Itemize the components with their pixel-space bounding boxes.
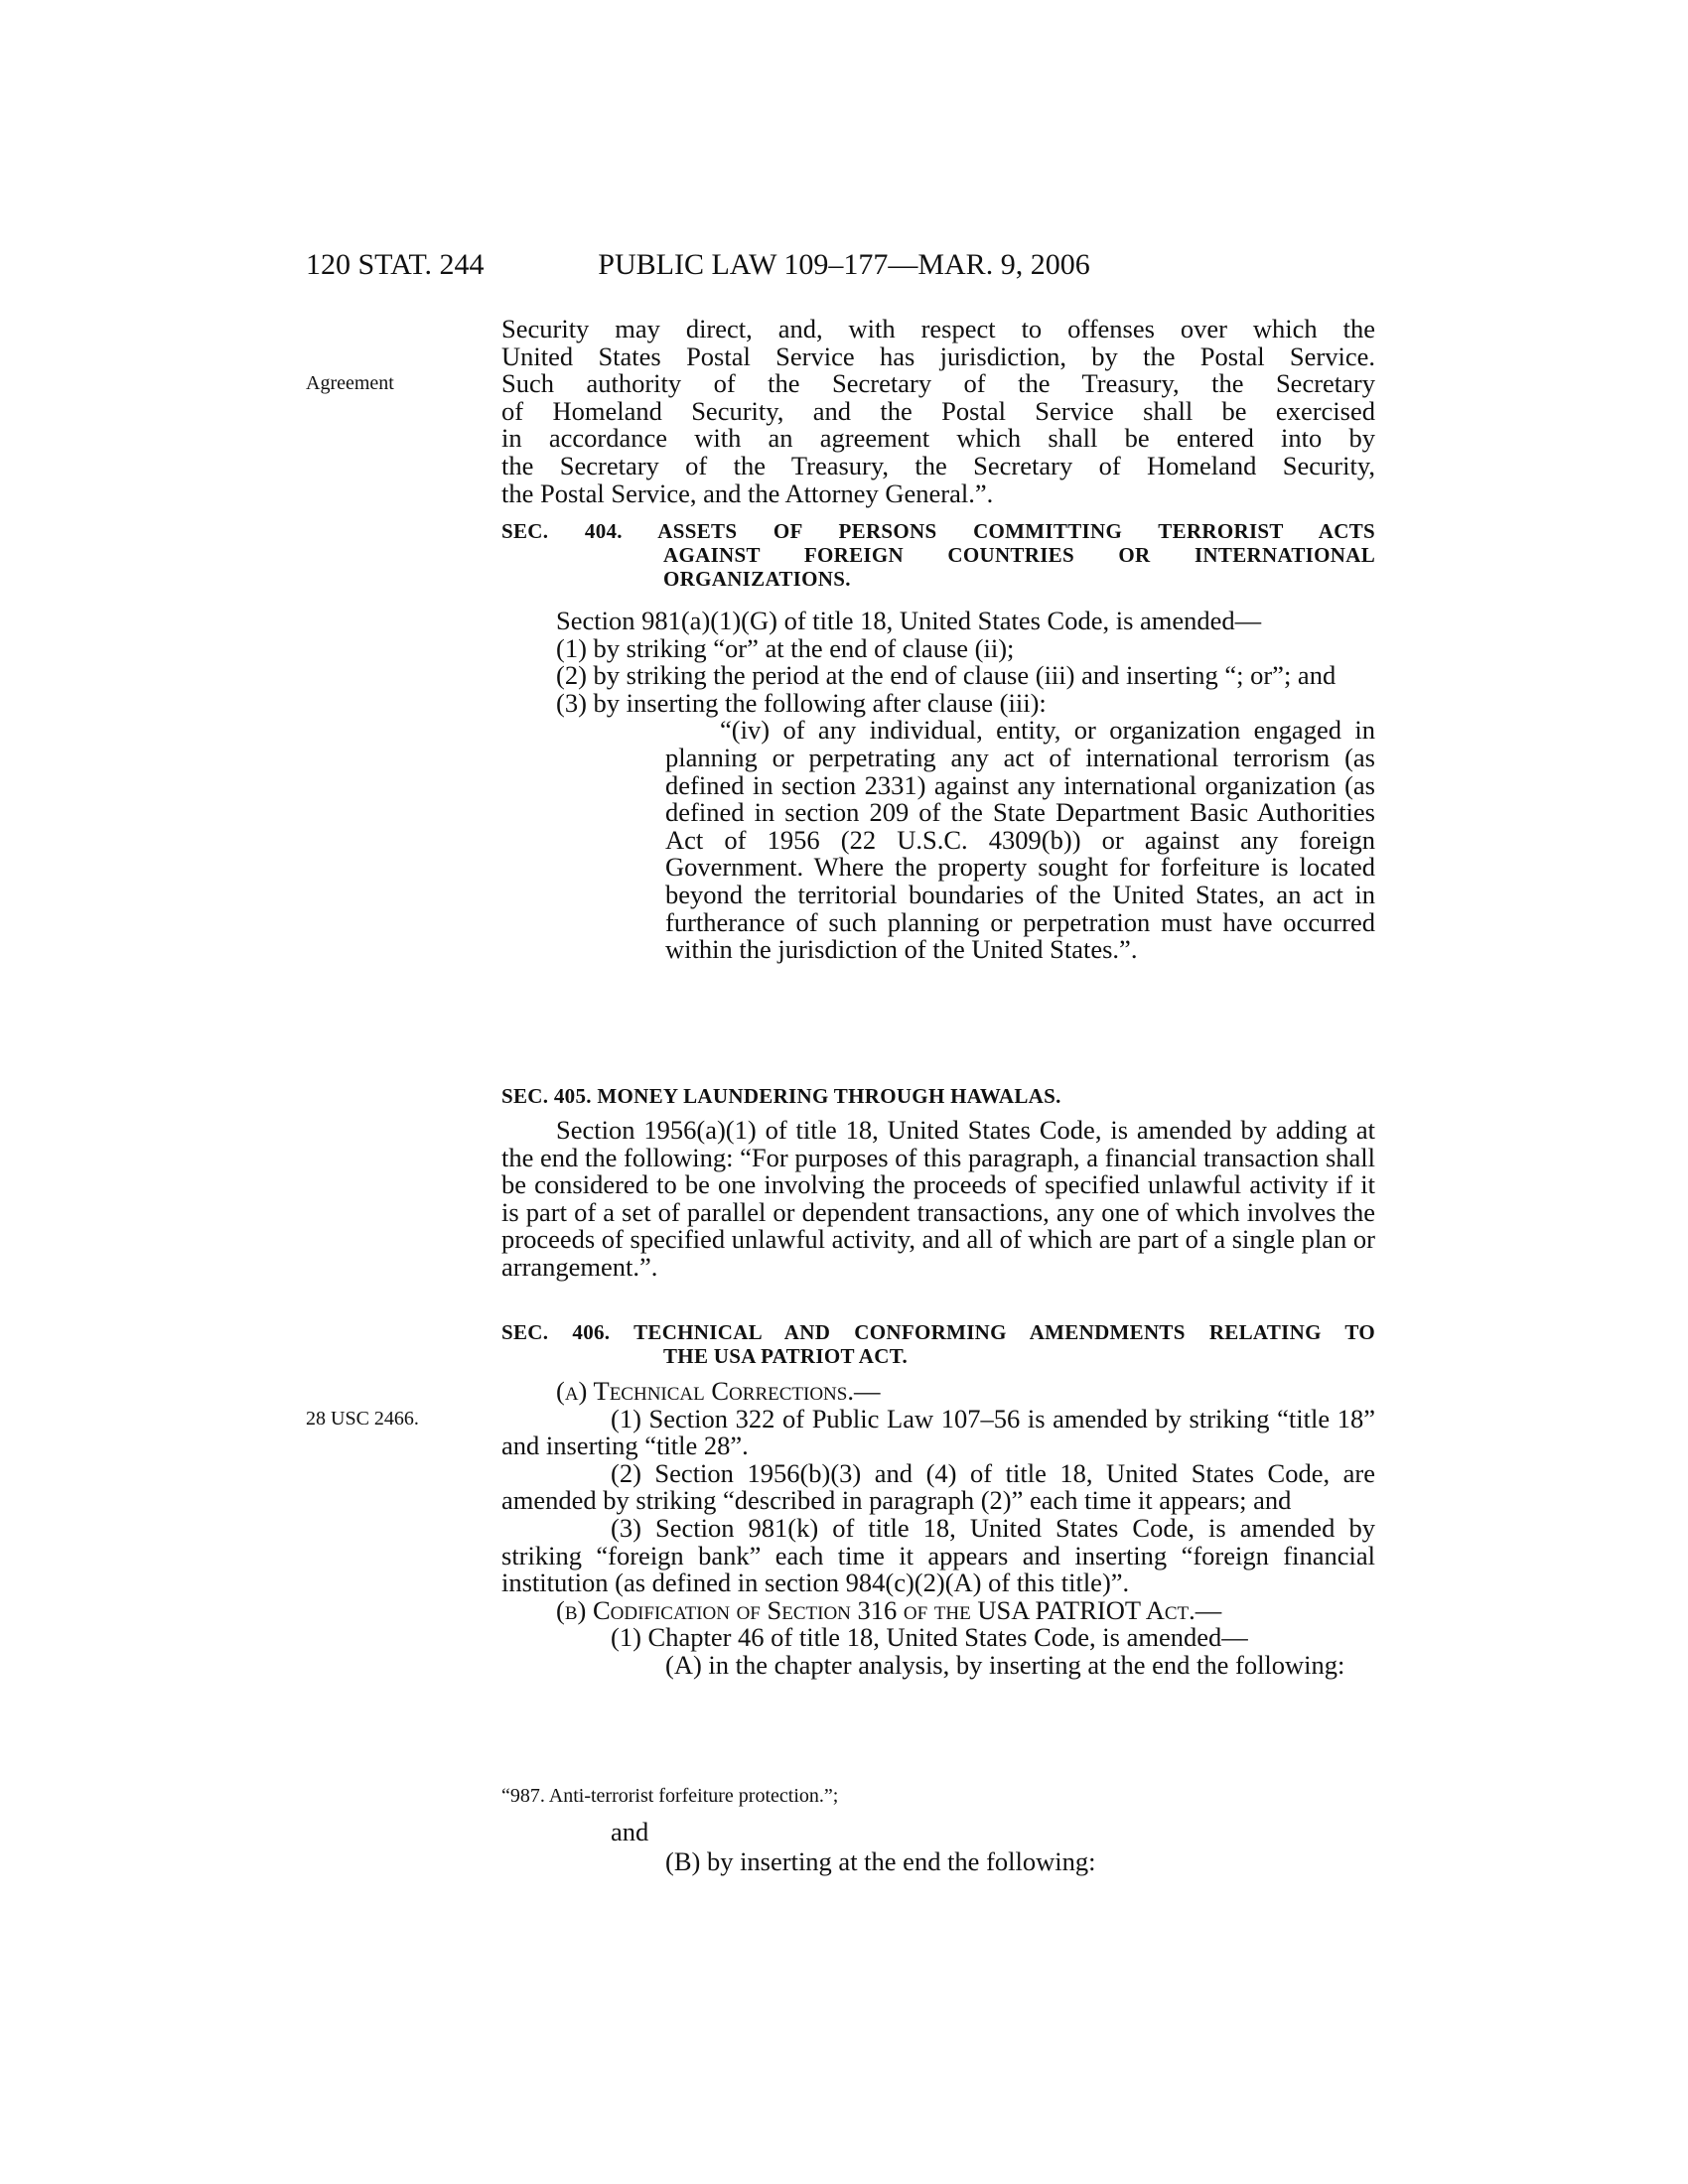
amendment-item: (1) by striking “or” at the end of clause (ii); xyxy=(556,632,1015,663)
section-heading-line: THE USA PATRIOT ACT. xyxy=(663,1344,909,1368)
section-406-heading xyxy=(501,1320,1375,1368)
section-404-body xyxy=(501,608,1375,964)
intro-line: United States Postal Service has jurisdiction, by the Postal Service. xyxy=(501,341,1375,371)
intro-line: Security may direct, and, with respect to offenses over which the xyxy=(501,314,1375,343)
stat-page-number: 120 STAT. 244 xyxy=(306,248,485,281)
subsection-b-heading: (b) Codification of Section 316 of the USA PATRIOT Act.— xyxy=(556,1594,1222,1625)
section-heading-line: SEC. 406. TECHNICAL AND CONFORMING AMENDMENTS RELATING TO xyxy=(501,1320,1375,1344)
amendment-item: (1) Section 322 of Public Law 107–56 is amended by striking “title 18” and inserting “title 28”. xyxy=(501,1403,1375,1461)
intro-line: Such authority of the Secretary of the Treasury, the Secretary xyxy=(501,368,1375,399)
section-heading-line: SEC. 404. ASSETS OF PERSONS COMMITTING TERRORIST ACTS xyxy=(501,519,1375,543)
amendment-item: (A) in the chapter analysis, by inserting at the end the following: xyxy=(665,1649,1345,1680)
intro-line: in accordance with an agreement which shall be entered into by xyxy=(501,423,1375,454)
margin-note-agreement: Agreement xyxy=(306,372,394,394)
amendment-item: (1) Chapter 46 of title 18, United States Code, is amended— xyxy=(611,1622,1248,1653)
subsection-a-heading: (a) Technical Corrections.— xyxy=(556,1376,881,1406)
intro-line: of Homeland Security, and the Postal Service shall be exercised xyxy=(501,395,1375,426)
amendment-item: (3) by inserting the following after clause (iii): xyxy=(556,687,1047,718)
amendment-item: (3) Section 981(k) of title 18, United States Code, is amended by striking “foreign bank” each time it appears and inserting “foreign financial institution (as defined in section 984(c)(2)(A) of this title)”. xyxy=(501,1512,1375,1598)
section-404-heading xyxy=(501,519,1375,591)
section-404-intro: Section 981(a)(1)(G) of title 18, United States Code, is amended— xyxy=(556,606,1262,635)
chapter-analysis-entry: “987. Anti-terrorist forfeiture protection.”; xyxy=(501,1785,839,1807)
section-405-body xyxy=(501,1117,1375,1282)
section-406-body xyxy=(501,1378,1375,1680)
intro-paragraph xyxy=(501,316,1375,507)
section-405-text: Section 1956(a)(1) of title 18, United States Code, is amended by adding at the end the following: “For purposes of this paragraph, a financial transaction shall be considered to be one involving the proceeds of specified unlawful activity if it is part of a set of parallel or dependent transactions, any one of which involves the proceeds of specified unlawful activity, and all of which are part of a single plan or arrangement.”. xyxy=(501,1115,1375,1282)
intro-line: the Secretary of the Treasury, the Secretary of Homeland Security, xyxy=(501,450,1375,480)
amendment-item: (2) Section 1956(b)(3) and (4) of title 18, United States Code, are amended by striking “described in paragraph (2)” each time it appears; and xyxy=(501,1457,1375,1516)
section-405-heading: SEC. 405. MONEY LAUNDERING THROUGH HAWALAS. xyxy=(501,1084,1061,1108)
intro-line: the Postal Service, and the Attorney General.”. xyxy=(501,478,994,508)
page-header-title: PUBLIC LAW 109–177—MAR. 9, 2006 xyxy=(598,248,1090,281)
amendment-item: (2) by striking the period at the end of clause (iii) and inserting “; or”; and xyxy=(556,660,1336,691)
amendment-item: (B) by inserting at the end the following: xyxy=(665,1846,1096,1876)
margin-note-usc: 28 USC 2466. xyxy=(306,1408,419,1430)
quoted-clause-iv: “(iv) of any individual, entity, or organization engaged in planning or perpetrating any act of international terrorism (as defined in section 2331) against any international organization (as defined in section 209 of the State Department Basic Authorities Act of 1956 (22 U.S.C. 4309(b)) or against any foreign Government. Where the property sought for forfeiture is located beyond the territorial boundaries of the United States, an act in furtherance of such planning or perpetration must have occurred within the jurisdiction of the United States.”. xyxy=(665,715,1375,965)
section-heading-line: ORGANIZATIONS. xyxy=(663,567,851,591)
section-heading-line: AGAINST FOREIGN COUNTRIES OR INTERNATIONAL xyxy=(663,543,1375,567)
and-conjunction: and xyxy=(611,1817,649,1846)
